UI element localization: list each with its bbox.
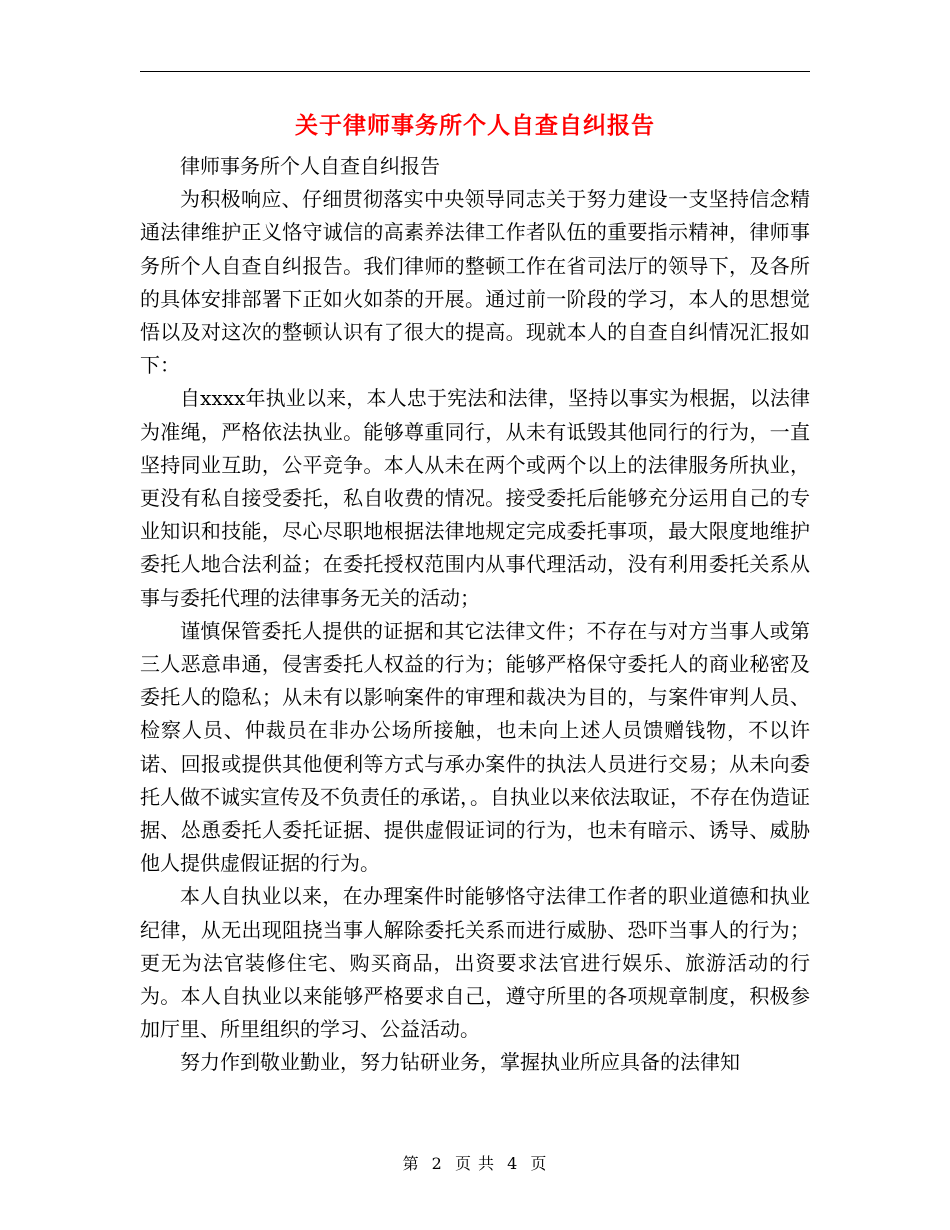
body-paragraph: 为积极响应、仔细贯彻落实中央领导同志关于努力建设一支坚持信念精通法律维护正义恪守诚信的高素养法律工作者队伍的重要指示精神，律师事务所个人自查自纠报告。我们律师的整顿工作在省司法厅的领导下，及各所的具体安排部署下正如火如荼的开展。通过前一阶段的学习，本人的思想觉悟以及对这次的整顿认识有了很大的提高。现就本人的自查自纠情况汇报如下： (140, 187, 810, 378)
document-body (140, 150, 810, 1080)
page-total: 4 (507, 1154, 519, 1173)
body-paragraph: 努力作到敬业勤业，努力钻研业务，掌握执业所应具备的法律知 (180, 1050, 740, 1075)
body-paragraph: 谨慎保管委托人提供的证据和其它法律文件；不存在与对方当事人或第三人恶意串通，侵害委托人权益的行为；能够严格保守委托人的商业秘密及委托人的隐私；从未有以影响案件的审理和裁决为目的，与案件审判人员、检察人员、仲裁员在非办公场所接触，也未向上述人员馈赠钱物，不以许诺、回报或提供其他便利等方式与承办案件的执法人员进行交易；从未向委托人做不诚实宣传及不负责任的承诺，。自执业以来依法取证，不存在伪造证据、怂恿委托人委托证据、提供虚假证词的行为，也未有暗示、诱导、威胁他人提供虚假证据的行为。 (140, 618, 810, 876)
page-number: 2 (431, 1154, 443, 1173)
footer-middle: 页 共 (454, 1154, 496, 1173)
page-footer (0, 1152, 950, 1176)
footer-prefix: 第 (402, 1154, 420, 1173)
footer-suffix: 页 (530, 1154, 548, 1173)
document-title: 关于律师事务所个人自查自纠报告 (295, 112, 655, 139)
header-rule (140, 71, 810, 72)
body-paragraph: 本人自执业以来，在办理案件时能够恪守法律工作者的职业道德和执业纪律，从无出现阻挠当事人解除委托关系而进行威胁、恐吓当事人的行为；更无为法官装修住宅、购买商品，出资要求法官进行娱乐、旅游活动的行为。本人自执业以来能够严格要求自己，遵守所里的各项规章制度，积极参加厅里、所里组织的学习、公益活动。 (140, 884, 810, 1042)
body-paragraph: 自xxxx年执业以来，本人忠于宪法和法律，坚持以事实为根据，以法律为准绳，严格依法执业。能够尊重同行，从未有诋毁其他同行的行为，一直坚持同业互助，公平竞争。本人从未在两个或两个以上的法律服务所执业，更没有私自接受委托，私自收费的情况。接受委托后能够充分运用自己的专业知识和技能，尽心尽职地根据法律地规定完成委托事项，最大限度地维护委托人地合法利益；在委托授权范围内从事代理活动，没有利用委托关系从事与委托代理的法律事务无关的活动； (140, 386, 810, 610)
body-paragraph: 律师事务所个人自查自纠报告 (180, 154, 440, 178)
